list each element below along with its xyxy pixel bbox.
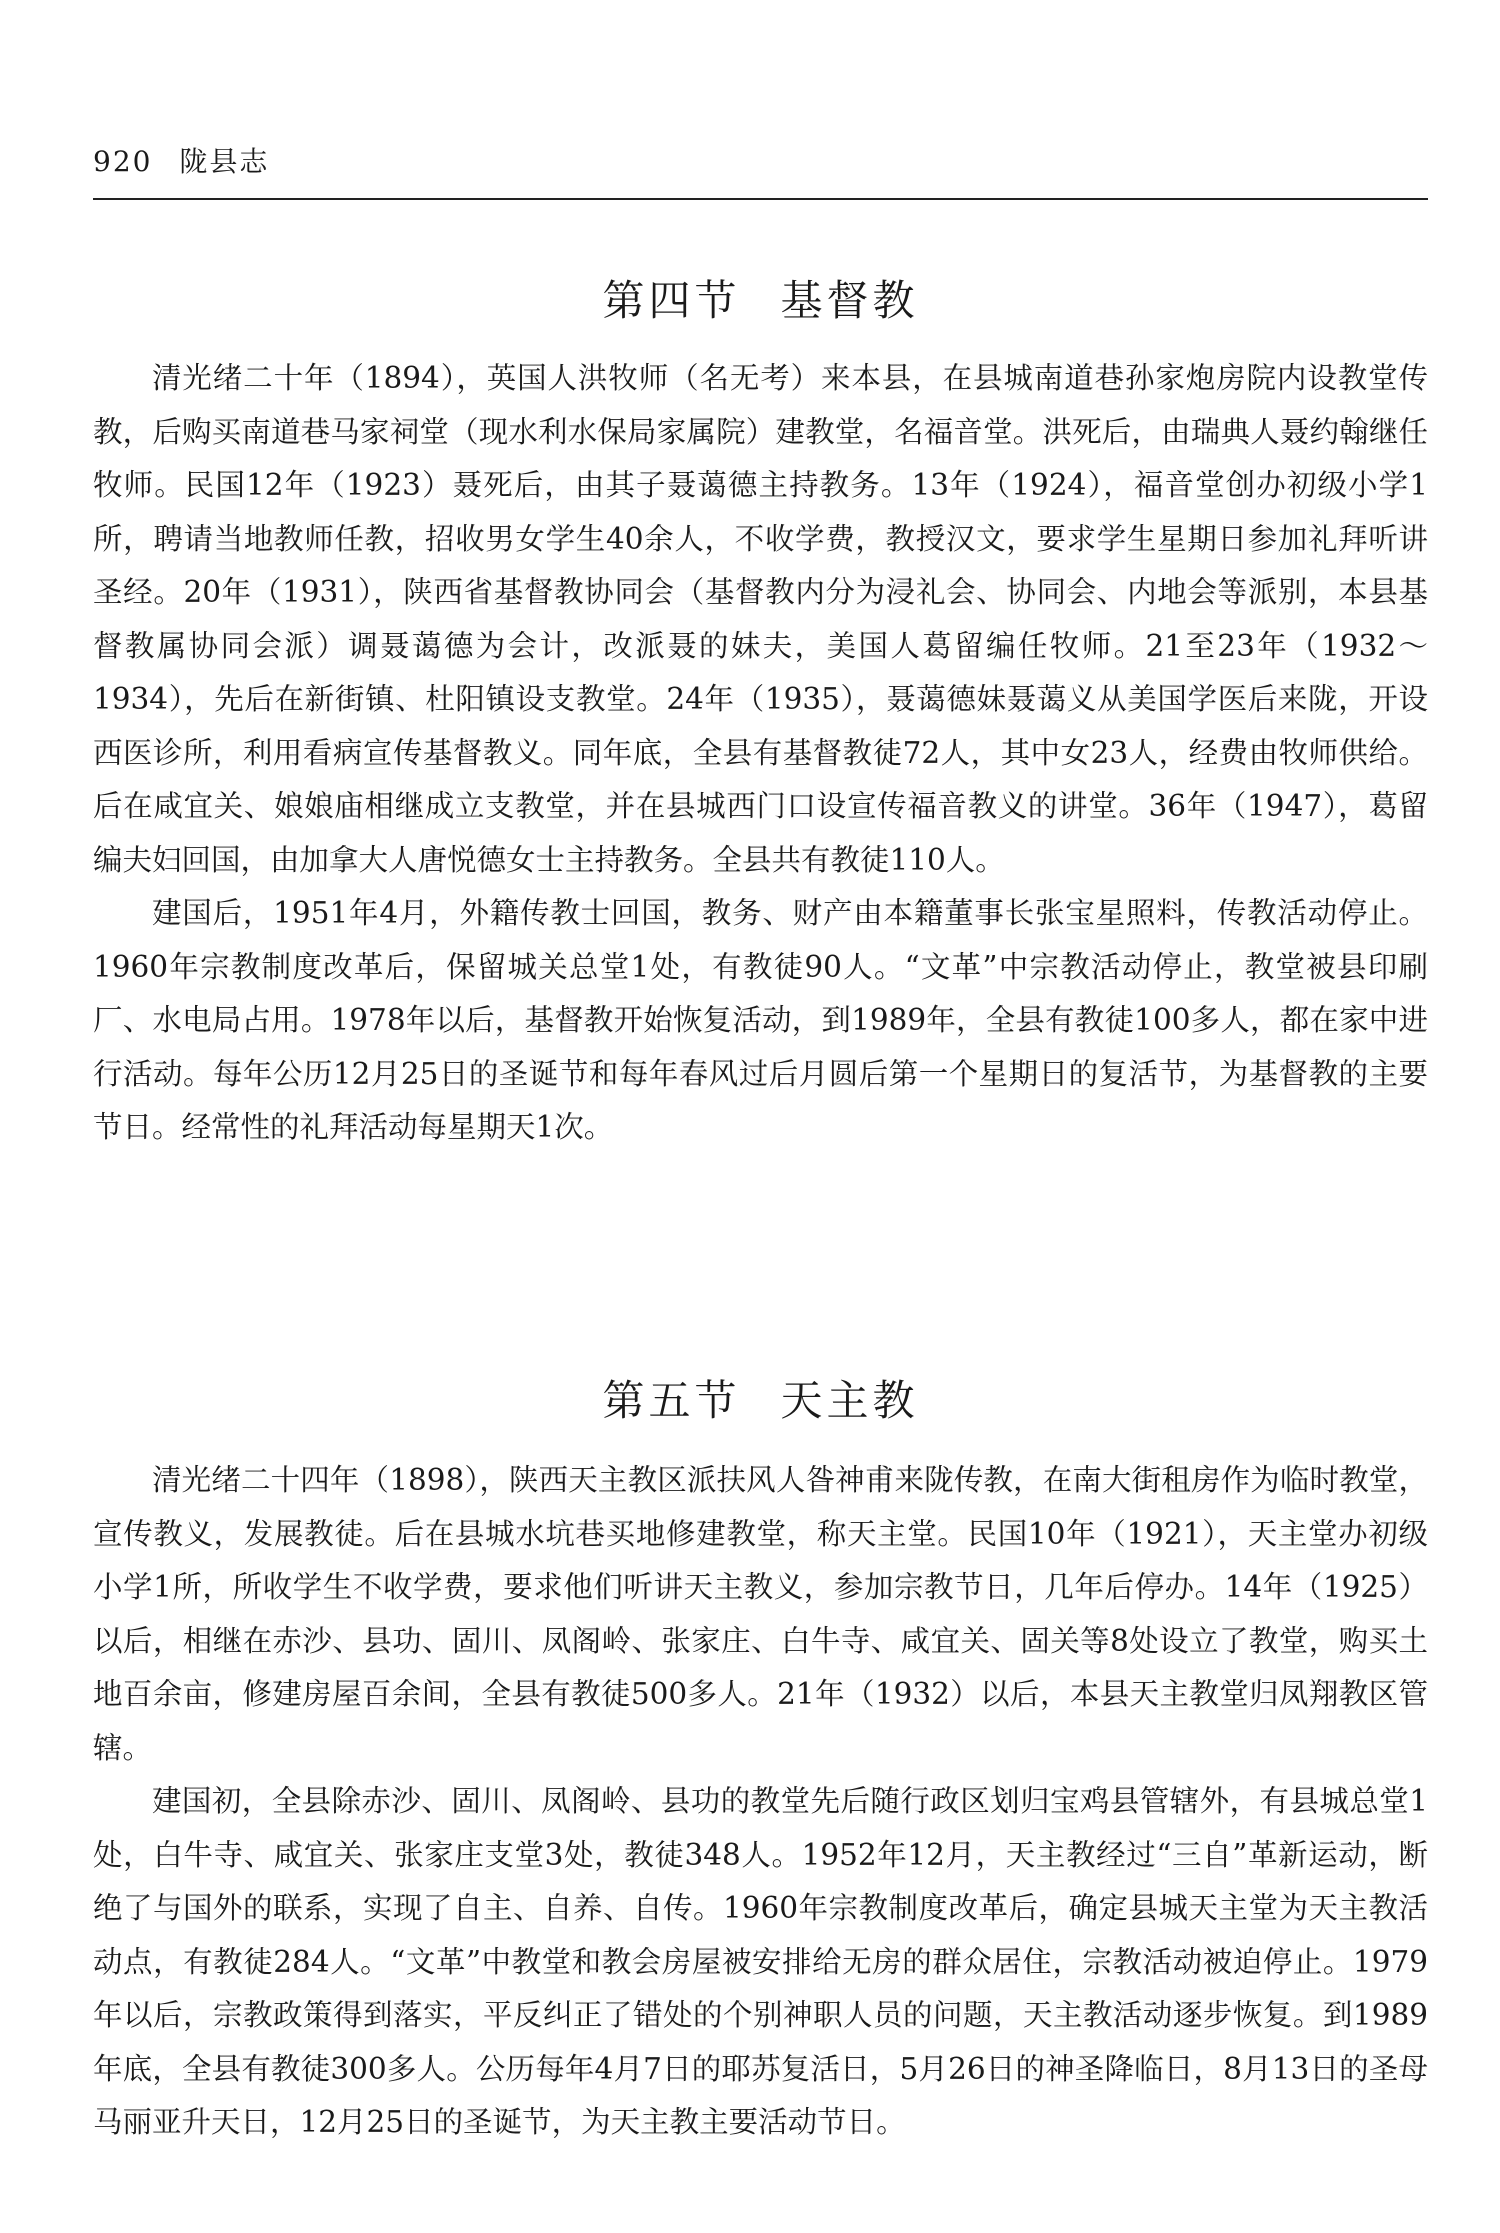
header-rule <box>93 198 1428 200</box>
section-name: 基督教 <box>780 276 919 325</box>
paragraph: 建国初，全县除赤沙、固川、凤阁岭、县功的教堂先后随行政区划归宝鸡县管辖外，有县城总堂1处，白牛寺、咸宜关、张家庄支堂3处，教徒348人。1952年12月，天主教经过“三自”革新运动，断绝了与国外的联系，实现了自主、自养、自传。1960年宗教制度改革后，确定县城天主堂为天主教活动点，有教徒284人。“文革”中教堂和教会房屋被安排给无房的群众居住，宗教活动被迫停止。1979年以后，宗教政策得到落实，平反纠正了错处的个别神职人员的问题，天主教活动逐步恢复。到1989年底，全县有教徒300多人。公历每年4月7日的耶苏复活日，5月26日的神圣降临日，8月13日的圣母马丽亚升天日，12月25日的圣诞节，为天主教主要活动节日。 <box>93 1784 1428 2139</box>
paragraph: 清光绪二十四年（1898），陕西天主教区派扶风人昝神甫来陇传教，在南大街租房作为临时教堂，宣传教义，发展教徒。后在县城水坑巷买地修建教堂，称天主堂。民国10年（1921），天主堂办初级小学1所，所收学生不收学费，要求他们听讲天主教义，参加宗教节日，几年后停办。14年（1925）以后，相继在赤沙、县功、固川、凤阁岭、张家庄、白牛寺、咸宜关、固关等8处设立了教堂，购买土地百余亩，修建房屋百余间，全县有教徒500多人。21年（1932）以后，本县天主教堂归凤翔教区管辖。 <box>93 1463 1428 1765</box>
section-name: 天主教 <box>780 1376 919 1425</box>
running-header <box>93 140 269 180</box>
section-catholicism <box>93 1368 1428 2150</box>
paragraph: 清光绪二十年（1894），英国人洪牧师（名无考）来本县，在县城南道巷孙家炮房院内设教堂传教，后购买南道巷马家祠堂（现水利水保局家属院）建教堂，名福音堂。洪死后，由瑞典人聂约翰继任牧师。民国12年（1923）聂死后，由其子聂蔼德主持教务。13年（1924），福音堂创办初级小学1所，聘请当地教师任教，招收男女学生40余人，不收学费，教授汉文，要求学生星期日参加礼拜听讲圣经。20年（1931），陕西省基督教协同会（基督教内分为浸礼会、协同会、内地会等派别，本县基督教属协同会派）调聂蔼德为会计，改派聂的妹夫，美国人葛留编任牧师。21至23年（1932～1934），先后在新街镇、杜阳镇设支教堂。24年（1935），聂蔼德妹聂蔼义从美国学医后来陇，开设西医诊所，利用看病宣传基督教义。同年底，全县有基督教徒72人，其中女23人，经费由牧师供给。后在咸宜关、娘娘庙相继成立支教堂，并在县城西门口设宣传福音教义的讲堂。36年（1947），葛留编夫妇回国，由加拿大人唐悦德女士主持教务。全县共有教徒110人。 <box>93 361 1428 877</box>
section-title <box>93 1368 1428 1428</box>
page-number: 920 <box>93 145 153 178</box>
section-title <box>93 268 1428 328</box>
section-number: 第五节 <box>602 1376 741 1425</box>
section-number: 第四节 <box>602 276 741 325</box>
section-christianity <box>93 268 1428 1155</box>
book-title: 陇县志 <box>179 145 270 178</box>
paragraph: 建国后，1951年4月，外籍传教士回国，教务、财产由本籍董事长张宝星照料，传教活动停止。1960年宗教制度改革后，保留城关总堂1处，有教徒90人。“文革”中宗教活动停止，教堂被县印刷厂、水电局占用。1978年以后，基督教开始恢复活动，到1989年，全县有教徒100多人，都在家中进行活动。每年公历12月25日的圣诞节和每年春风过后月圆后第一个星期日的复活节，为基督教的主要节日。经常性的礼拜活动每星期天1次。 <box>93 896 1428 1144</box>
